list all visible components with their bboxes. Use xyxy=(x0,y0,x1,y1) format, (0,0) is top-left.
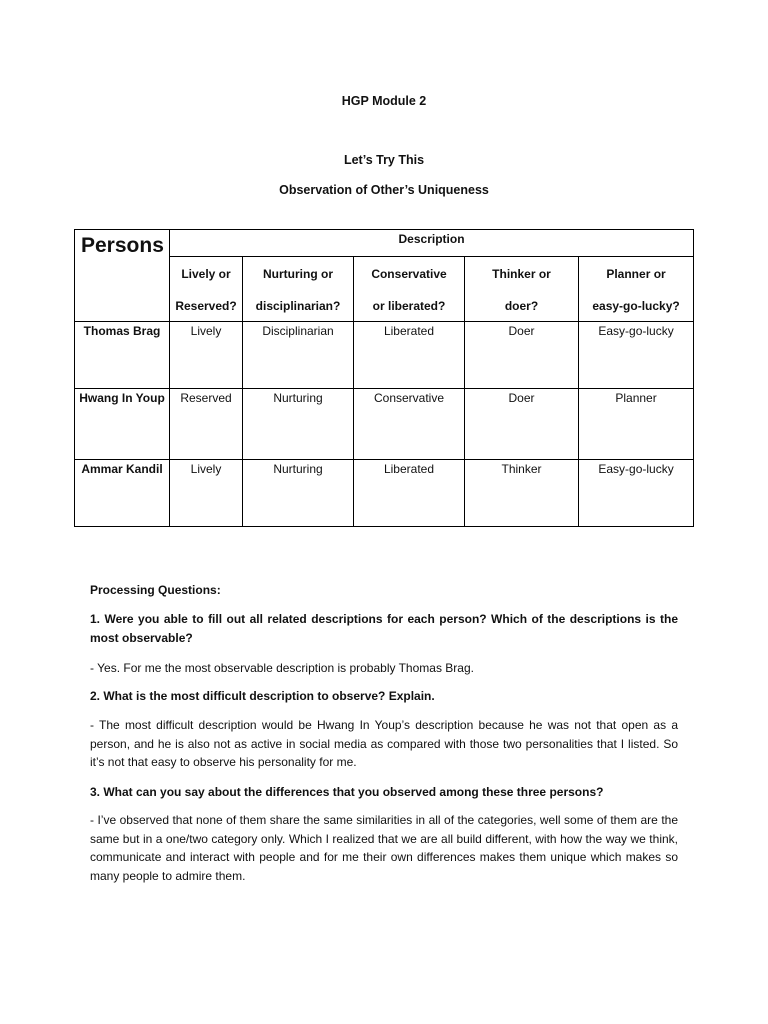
answer-3: - I’ve observed that none of them share the same similarities in all of the categories, well some of them are the same but in a one/two category only. Which I realized that we are all build different, with how the way we think, communicate and interact with people and for me their own differences makes them unique which makes so many people to admire them. xyxy=(90,813,678,883)
table-cell: Reserved xyxy=(170,389,243,460)
person-name: Thomas Brag xyxy=(75,322,170,389)
activity-heading: Observation of Other’s Uniqueness xyxy=(279,183,489,197)
table-row xyxy=(75,322,694,389)
table-cell: Liberated xyxy=(354,322,465,389)
table-cell: Conservative xyxy=(354,389,465,460)
table-cell: Nurturing xyxy=(243,389,354,460)
table-cell: Easy-go-lucky xyxy=(579,322,694,389)
processing-questions-heading: Processing Questions: xyxy=(90,583,221,597)
answer-1: - Yes. For me the most observable description is probably Thomas Brag. xyxy=(90,661,474,675)
column-header-lively: Lively or Reserved? xyxy=(170,257,243,322)
column-header-planner: Planner or easy-go-lucky? xyxy=(579,257,694,322)
table-cell: Nurturing xyxy=(243,460,354,527)
table-cell: Lively xyxy=(170,460,243,527)
description-header xyxy=(170,230,694,257)
person-name: Hwang In Youp xyxy=(75,389,170,460)
table-cell: Liberated xyxy=(354,460,465,527)
table-row xyxy=(75,389,694,460)
column-header-thinker: Thinker or doer? xyxy=(465,257,579,322)
question-2: 2. What is the most difficult description to observe? Explain. xyxy=(90,689,435,703)
module-title: HGP Module 2 xyxy=(341,94,427,108)
column-header-nurturing: Nurturing or disciplinarian? xyxy=(243,257,354,322)
table-cell: Thinker xyxy=(465,460,579,527)
table-cell: Easy-go-lucky xyxy=(579,460,694,527)
description-header-label: Description xyxy=(398,232,465,246)
persons-header: Persons xyxy=(75,230,170,322)
column-header-conservative: Conservative or liberated? xyxy=(354,257,465,322)
question-3: 3. What can you say about the differences that you observed among these three persons? xyxy=(90,785,604,799)
table-cell: Disciplinarian xyxy=(243,322,354,389)
question-1: 1. Were you able to fill out all related descriptions for each person? Which of the descriptions is the most observable? xyxy=(90,612,678,645)
table-cell: Doer xyxy=(465,389,579,460)
answer-2: - The most difficult description would be Hwang In Youp’s description because he was not that open as a person, and he is also not as active in social media as compared with those two personalities that I listed. So it’s not that easy to observe his personality for me. xyxy=(90,718,678,769)
activity-subtitle: Let’s Try This xyxy=(343,153,425,167)
table-cell: Planner xyxy=(579,389,694,460)
person-name: Ammar Kandil xyxy=(75,460,170,527)
table-cell: Doer xyxy=(465,322,579,389)
table-row xyxy=(75,460,694,527)
table-cell: Lively xyxy=(170,322,243,389)
observation-table xyxy=(74,229,694,527)
